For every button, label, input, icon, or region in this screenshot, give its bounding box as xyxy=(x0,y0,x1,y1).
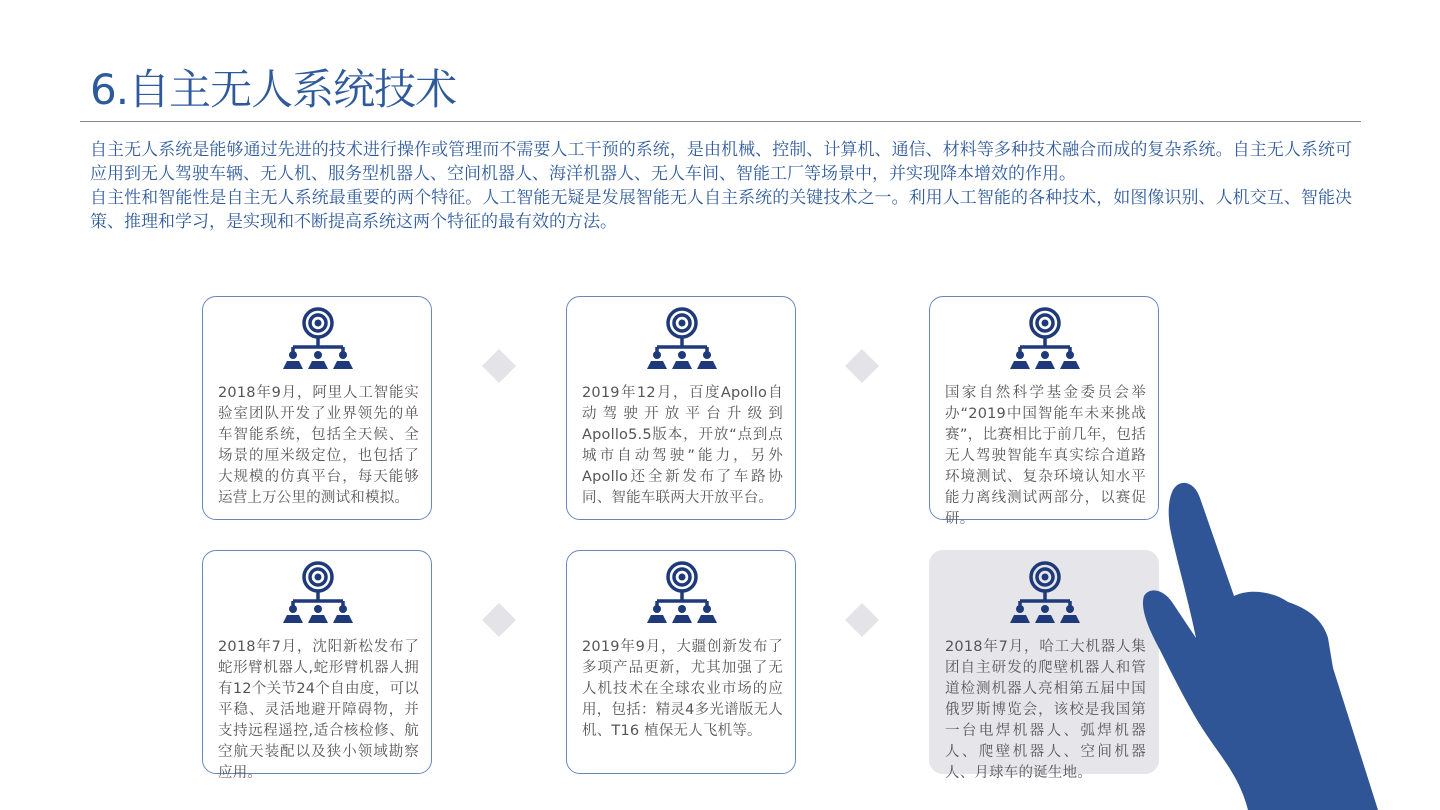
card-baidu-apollo xyxy=(566,296,796,520)
card-nsfc-challenge xyxy=(929,296,1159,527)
card-text: 2019年9月，大疆创新发布了多项产品更新，尤其加强了无人机技术在全球农业市场的应用，包括：精灵4多光谱版无人机、T16 植保无人飞机等。 xyxy=(582,639,783,739)
card-text: 2019年12月，百度Apollo自动驾驶开放平台升级到Apollo5.5版本，开放“点到点城市自动驾驶”能力，另外Apollo还全新发布了车路协同、智能车联两大开放平台。 xyxy=(582,385,783,506)
separator-diamond xyxy=(482,603,516,637)
title-divider xyxy=(80,121,1361,122)
card-alibaba xyxy=(202,296,432,520)
hierarchy-network-icon xyxy=(645,561,719,625)
intro-paragraph-2: 自主性和智能性是自主无人系统最重要的两个特征。人工智能无疑是发展智能无人自主系统的关键技术之一。利用人工智能的各种技术，如图像识别、人机交互、智能决策、推理和学习，是实现和不断提高系统这两个特征的最有效的方法。 xyxy=(90,188,1352,232)
hierarchy-network-icon xyxy=(281,561,355,625)
card-hit-robot xyxy=(929,550,1159,781)
hierarchy-network-icon xyxy=(281,307,355,371)
page-title: 6.自主无人系统技术 xyxy=(90,65,457,114)
card-siasun xyxy=(202,550,432,781)
card-dji xyxy=(566,550,796,774)
card-text: 2018年7月，沈阳新松发布了蛇形臂机器人,蛇形臂机器人拥有12个关节24个自由度，可以平稳、灵活地避开障碍物，并支持远程遥控,适合核检修、航空航天装配以及狭小领域勘察应用。 xyxy=(218,639,419,781)
separator-diamond xyxy=(845,603,879,637)
hierarchy-network-icon xyxy=(1008,561,1082,625)
intro-text xyxy=(90,138,1352,234)
separator-diamond xyxy=(482,349,516,383)
card-text: 2018年9月，阿里人工智能实验室团队开发了业界领先的单车智能系统，包括全天候、全场景的厘米级定位，也包括了大规模的仿真平台，每天能够运营上万公里的测试和模拟。 xyxy=(218,385,419,506)
card-text: 2018年7月，哈工大机器人集团自主研发的爬壁机器人和管道检测机器人亮相第五届中国俄罗斯博览会，该校是我国第一台电焊机器人、弧焊机器人、爬壁机器人、空间机器人、月球车的诞生地。 xyxy=(945,639,1146,781)
pointing-hand-icon xyxy=(1138,478,1378,810)
hierarchy-network-icon xyxy=(1008,307,1082,371)
card-text: 国家自然科学基金委员会举办“2019中国智能车未来挑战赛”，比赛相比于前几年，包括无人驾驶智能车真实综合道路环境测试、复杂环境认知水平能力离线测试两部分，以赛促研。 xyxy=(945,385,1146,527)
hierarchy-network-icon xyxy=(645,307,719,371)
separator-diamond xyxy=(845,349,879,383)
intro-paragraph-1: 自主无人系统是能够通过先进的技术进行操作或管理而不需要人工干预的系统，是由机械、控制、计算机、通信、材料等多种技术融合而成的复杂系统。自主无人系统可应用到无人驾驶车辆、无人机、服务型机器人、空间机器人、海洋机器人、无人车间、智能工厂等场景中，并实现降本增效的作用。 xyxy=(90,140,1352,184)
